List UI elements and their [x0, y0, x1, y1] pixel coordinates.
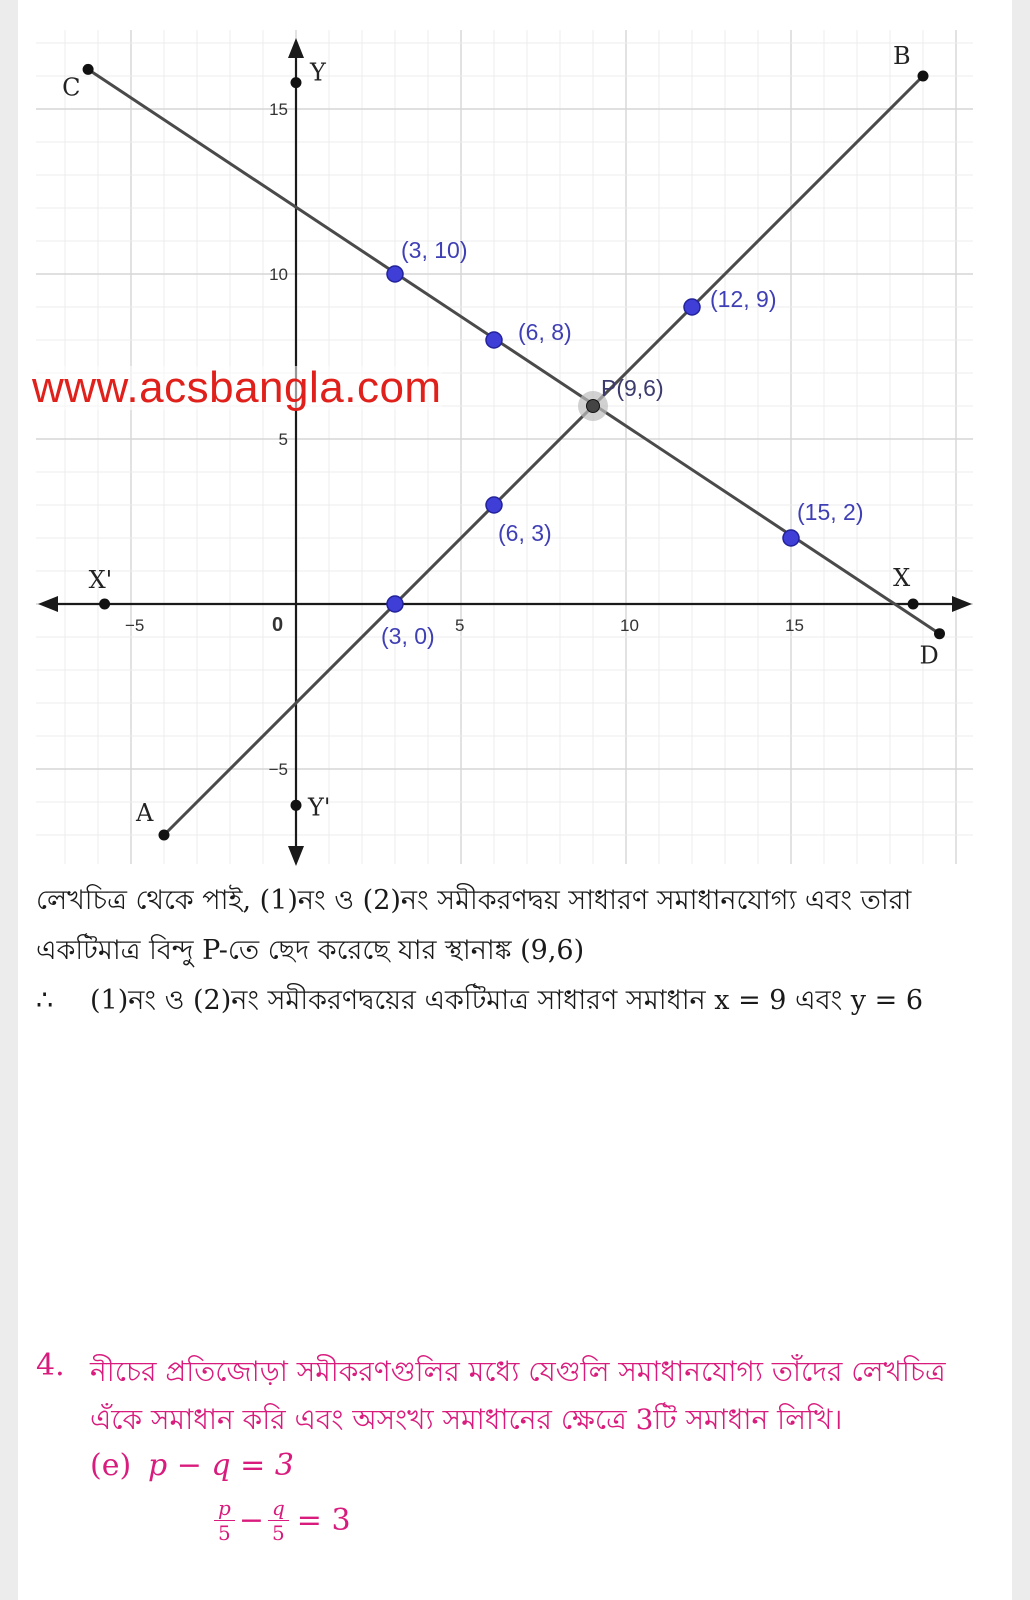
x-axis-arrow-left: [38, 596, 58, 612]
y-axis-arrow-up: [288, 38, 304, 58]
minus-sign: −: [238, 1503, 264, 1538]
data-point-label: (12, 9): [710, 286, 777, 312]
data-point-label: (3, 0): [381, 623, 435, 649]
endpoint-d: [934, 628, 945, 639]
fraction-p-over-5: [214, 1496, 235, 1545]
axis-point-x-neg: [99, 599, 110, 610]
y-axis-arrow-down: [288, 846, 304, 866]
endpoint-label-c: C: [62, 73, 81, 102]
fraction-numerator: q: [268, 1496, 289, 1521]
fraction-q-over-5: [268, 1496, 289, 1545]
question-number: 4.: [36, 1348, 65, 1383]
explanation-line-1: লেখচিত্র থেকে পাই, (1)নং ও (2)নং সমীকরণদ্বয় সাধারণ সমাধানযোগ্য এবং তারা: [36, 885, 912, 916]
data-point-label: (6, 8): [518, 319, 572, 345]
fraction-denominator: 5: [271, 1521, 285, 1545]
explanation-line-3: [36, 984, 923, 1018]
endpoint-b: [918, 71, 929, 82]
equation-rhs: = 3: [296, 1503, 351, 1538]
data-point-label: (3, 10): [401, 237, 468, 263]
y-tick-label: 5: [278, 430, 288, 449]
data-point-label: (15, 2): [797, 499, 864, 525]
data-point: [783, 530, 799, 546]
axis-label-y-neg: Y': [308, 793, 331, 822]
axis-point-x-pos: [908, 599, 919, 610]
x-axis-arrow-right: [952, 596, 972, 612]
x-tick-label: 5: [455, 616, 465, 635]
data-point: [387, 266, 403, 282]
y-tick-label: 15: [269, 100, 288, 119]
y-tick-label: −5: [268, 760, 288, 779]
endpoint-c: [83, 64, 94, 75]
endpoint-label-a: A: [136, 799, 154, 827]
fraction-numerator: p: [214, 1496, 235, 1521]
intersection-point: [587, 400, 600, 413]
x-tick-label: 0: [272, 614, 284, 636]
endpoint-a: [159, 830, 170, 841]
fraction-denominator: 5: [218, 1521, 231, 1545]
data-point: [387, 596, 403, 612]
part-label: (e): [90, 1448, 132, 1483]
line-ab: [164, 76, 923, 835]
axis-label-y-pos: Y: [310, 58, 326, 87]
x-tick-label: 10: [620, 616, 639, 635]
x-tick-label: −5: [125, 616, 145, 635]
data-point: [486, 332, 502, 348]
therefore-symbol: ∴: [36, 985, 54, 1016]
document-page: [18, 0, 1012, 1600]
endpoint-label-b: B: [893, 42, 911, 70]
equation-2: [210, 1496, 351, 1545]
page-edge-right: [1012, 0, 1030, 1600]
coordinate-graph: [18, 0, 1012, 870]
watermark: www.acsbangla.com: [32, 363, 442, 412]
equation-1: p − q = 3: [148, 1448, 294, 1483]
explanation-line-2: একটিমাত্র বিন্দু P-তে ছেদ করেছে যার স্থানাঙ্ক (9,6): [36, 935, 585, 966]
data-point-label: (6, 3): [498, 520, 552, 546]
x-tick-label: 15: [785, 616, 804, 635]
endpoint-label-d: D: [919, 641, 939, 670]
axis-point-y-pos: [291, 77, 302, 88]
intersection-label: P(9,6): [601, 375, 664, 401]
axis-label-x-pos: X: [893, 564, 911, 592]
page-edge-left: [0, 0, 18, 1600]
axis-point-y-neg: [291, 800, 302, 811]
data-point: [684, 299, 700, 315]
y-tick-label: 10: [269, 265, 288, 284]
axis-label-x-neg: X': [88, 566, 113, 594]
question-text: নীচের প্রতিজোড়া সমীকরণগুলির মধ্যে যেগুলি সমাধানযোগ্য তাঁদের লেখচিত্র এঁকে সমাধান করি এবং অসংখ্য সমাধানের ক্ষেত্রে 3টি সমাধান লিখি।: [90, 1355, 946, 1436]
data-point: [486, 497, 502, 513]
line-cd: [88, 69, 939, 633]
conclusion-text: (1)নং ও (2)নং সমীকরণদ্বয়ের একটিমাত্র সাধারণ সমাধান x = 9 এবং y = 6: [90, 985, 924, 1016]
